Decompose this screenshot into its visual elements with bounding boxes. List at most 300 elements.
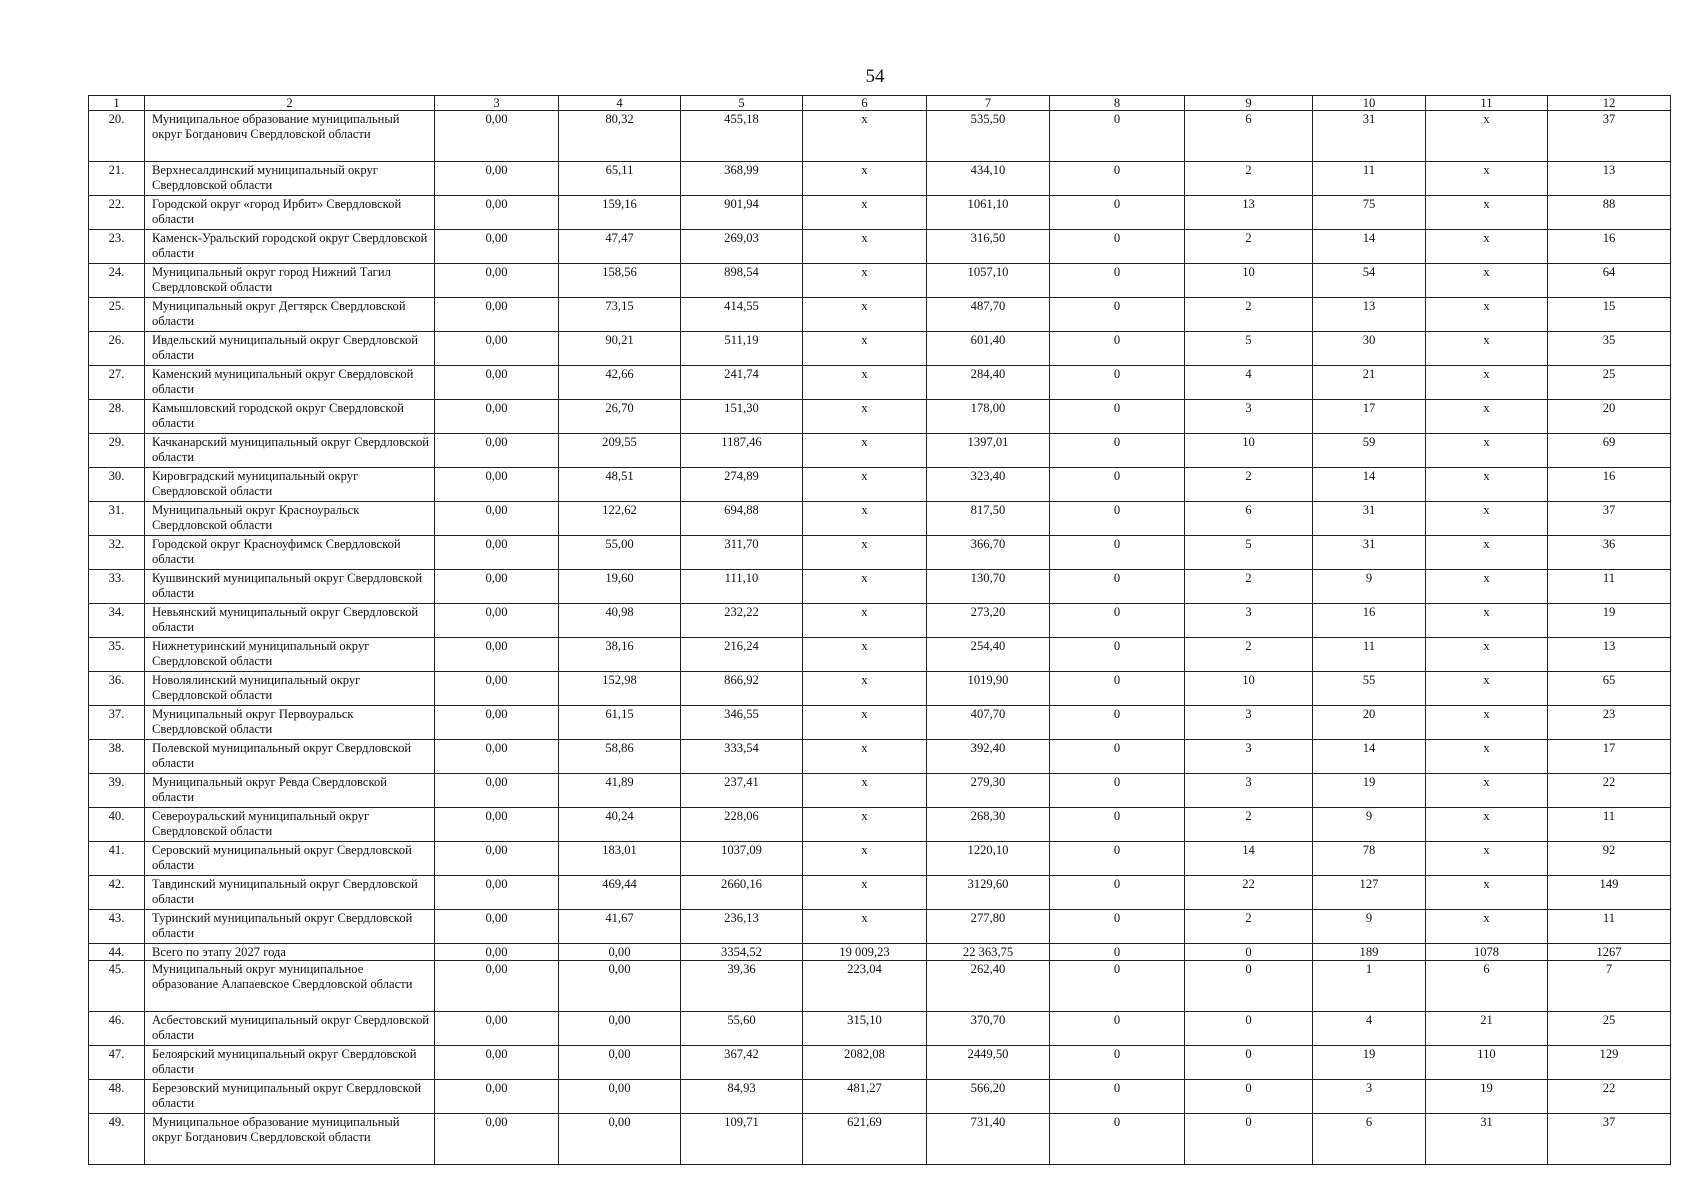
value-cell-col-9: 2 bbox=[1185, 570, 1313, 604]
value-cell-col-5: 866,92 bbox=[681, 672, 803, 706]
value-cell-col-5: 236,13 bbox=[681, 910, 803, 944]
table-body bbox=[89, 96, 1671, 1165]
value-cell-col-8: 0 bbox=[1050, 1046, 1185, 1080]
value-cell-col-6: х bbox=[803, 162, 927, 196]
row-number-cell: 38. bbox=[89, 740, 145, 774]
value-cell-col-3: 0,00 bbox=[435, 111, 559, 162]
municipality-name-cell: Кушвинский муниципальный округ Свердловской области bbox=[145, 570, 435, 604]
value-cell-col-4: 65,11 bbox=[559, 162, 681, 196]
table-row bbox=[89, 434, 1671, 468]
value-cell-col-4: 19,60 bbox=[559, 570, 681, 604]
value-cell-col-4: 469,44 bbox=[559, 876, 681, 910]
value-cell-col-3: 0,00 bbox=[435, 910, 559, 944]
value-cell-col-11: х bbox=[1426, 468, 1548, 502]
value-cell-col-6: х bbox=[803, 434, 927, 468]
value-cell-col-9: 3 bbox=[1185, 774, 1313, 808]
row-number-cell: 46. bbox=[89, 1012, 145, 1046]
row-number-cell: 31. bbox=[89, 502, 145, 536]
column-number-6: 6 bbox=[803, 96, 927, 111]
value-cell-col-4: 0,00 bbox=[559, 1046, 681, 1080]
municipality-name-cell: Муниципальный округ муниципальное образование Алапаевское Свердловской области bbox=[145, 961, 435, 1012]
value-cell-col-8: 0 bbox=[1050, 366, 1185, 400]
table-row bbox=[89, 366, 1671, 400]
value-cell-col-6: х bbox=[803, 876, 927, 910]
value-cell-col-11: х bbox=[1426, 706, 1548, 740]
value-cell-col-4: 158,56 bbox=[559, 264, 681, 298]
value-cell-col-7: 284,40 bbox=[927, 366, 1050, 400]
value-cell-col-9: 10 bbox=[1185, 672, 1313, 706]
row-number-cell: 35. bbox=[89, 638, 145, 672]
value-cell-col-6: х bbox=[803, 638, 927, 672]
value-cell-col-10: 20 bbox=[1313, 706, 1426, 740]
table-row bbox=[89, 842, 1671, 876]
value-cell-col-3: 0,00 bbox=[435, 162, 559, 196]
value-cell-col-5: 237,41 bbox=[681, 774, 803, 808]
row-number-cell: 44. bbox=[89, 944, 145, 961]
value-cell-col-6: 2082,08 bbox=[803, 1046, 927, 1080]
value-cell-col-8: 0 bbox=[1050, 706, 1185, 740]
column-number-9: 9 bbox=[1185, 96, 1313, 111]
value-cell-col-12: 37 bbox=[1548, 111, 1671, 162]
municipality-name-cell: Нижнетуринский муниципальный округ Свердловской области bbox=[145, 638, 435, 672]
value-cell-col-10: 78 bbox=[1313, 842, 1426, 876]
value-cell-col-6: х bbox=[803, 842, 927, 876]
value-cell-col-6: 315,10 bbox=[803, 1012, 927, 1046]
value-cell-col-11: х bbox=[1426, 876, 1548, 910]
value-cell-col-5: 311,70 bbox=[681, 536, 803, 570]
value-cell-col-5: 414,55 bbox=[681, 298, 803, 332]
table-row bbox=[89, 910, 1671, 944]
value-cell-col-9: 22 bbox=[1185, 876, 1313, 910]
value-cell-col-7: 817,50 bbox=[927, 502, 1050, 536]
value-cell-col-5: 3354,52 bbox=[681, 944, 803, 961]
value-cell-col-6: 481,27 bbox=[803, 1080, 927, 1114]
value-cell-col-5: 216,24 bbox=[681, 638, 803, 672]
value-cell-col-9: 2 bbox=[1185, 638, 1313, 672]
value-cell-col-7: 178,00 bbox=[927, 400, 1050, 434]
value-cell-col-6: х bbox=[803, 400, 927, 434]
value-cell-col-11: 1078 bbox=[1426, 944, 1548, 961]
municipality-name-cell: Белоярский муниципальный округ Свердловской области bbox=[145, 1046, 435, 1080]
table-row bbox=[89, 264, 1671, 298]
value-cell-col-8: 0 bbox=[1050, 570, 1185, 604]
value-cell-col-8: 0 bbox=[1050, 264, 1185, 298]
column-number-row bbox=[89, 96, 1671, 111]
value-cell-col-8: 0 bbox=[1050, 1114, 1185, 1165]
value-cell-col-10: 75 bbox=[1313, 196, 1426, 230]
value-cell-col-10: 11 bbox=[1313, 638, 1426, 672]
value-cell-col-3: 0,00 bbox=[435, 264, 559, 298]
table-row bbox=[89, 400, 1671, 434]
value-cell-col-3: 0,00 bbox=[435, 1114, 559, 1165]
value-cell-col-9: 10 bbox=[1185, 264, 1313, 298]
table-row bbox=[89, 230, 1671, 264]
row-number-cell: 43. bbox=[89, 910, 145, 944]
row-number-cell: 23. bbox=[89, 230, 145, 264]
value-cell-col-7: 254,40 bbox=[927, 638, 1050, 672]
table-row bbox=[89, 570, 1671, 604]
value-cell-col-3: 0,00 bbox=[435, 706, 559, 740]
value-cell-col-5: 2660,16 bbox=[681, 876, 803, 910]
municipality-name-cell: Серовский муниципальный округ Свердловской области bbox=[145, 842, 435, 876]
value-cell-col-9: 4 bbox=[1185, 366, 1313, 400]
value-cell-col-10: 31 bbox=[1313, 502, 1426, 536]
value-cell-col-3: 0,00 bbox=[435, 230, 559, 264]
value-cell-col-11: х bbox=[1426, 570, 1548, 604]
value-cell-col-9: 2 bbox=[1185, 230, 1313, 264]
value-cell-col-7: 366,70 bbox=[927, 536, 1050, 570]
municipality-name-cell: Городской округ Красноуфимск Свердловской области bbox=[145, 536, 435, 570]
value-cell-col-6: х bbox=[803, 502, 927, 536]
value-cell-col-5: 241,74 bbox=[681, 366, 803, 400]
value-cell-col-7: 535,50 bbox=[927, 111, 1050, 162]
value-cell-col-5: 455,18 bbox=[681, 111, 803, 162]
value-cell-col-7: 22 363,75 bbox=[927, 944, 1050, 961]
value-cell-col-9: 2 bbox=[1185, 162, 1313, 196]
value-cell-col-11: 21 bbox=[1426, 1012, 1548, 1046]
value-cell-col-5: 109,71 bbox=[681, 1114, 803, 1165]
value-cell-col-10: 14 bbox=[1313, 468, 1426, 502]
value-cell-col-7: 1019,90 bbox=[927, 672, 1050, 706]
value-cell-col-9: 2 bbox=[1185, 910, 1313, 944]
table-row bbox=[89, 808, 1671, 842]
table-row bbox=[89, 740, 1671, 774]
table-row bbox=[89, 162, 1671, 196]
value-cell-col-3: 0,00 bbox=[435, 604, 559, 638]
value-cell-col-8: 0 bbox=[1050, 1012, 1185, 1046]
value-cell-col-4: 47,47 bbox=[559, 230, 681, 264]
value-cell-col-12: 13 bbox=[1548, 638, 1671, 672]
value-cell-col-9: 0 bbox=[1185, 1080, 1313, 1114]
value-cell-col-8: 0 bbox=[1050, 111, 1185, 162]
value-cell-col-12: 25 bbox=[1548, 366, 1671, 400]
value-cell-col-4: 183,01 bbox=[559, 842, 681, 876]
value-cell-col-3: 0,00 bbox=[435, 808, 559, 842]
value-cell-col-9: 3 bbox=[1185, 604, 1313, 638]
value-cell-col-4: 0,00 bbox=[559, 1012, 681, 1046]
row-number-cell: 34. bbox=[89, 604, 145, 638]
row-number-cell: 21. bbox=[89, 162, 145, 196]
value-cell-col-4: 40,98 bbox=[559, 604, 681, 638]
column-number-7: 7 bbox=[927, 96, 1050, 111]
value-cell-col-10: 31 bbox=[1313, 536, 1426, 570]
value-cell-col-11: х bbox=[1426, 400, 1548, 434]
value-cell-col-5: 368,99 bbox=[681, 162, 803, 196]
table-row bbox=[89, 672, 1671, 706]
table-row bbox=[89, 298, 1671, 332]
value-cell-col-5: 39,36 bbox=[681, 961, 803, 1012]
value-cell-col-3: 0,00 bbox=[435, 774, 559, 808]
value-cell-col-10: 127 bbox=[1313, 876, 1426, 910]
value-cell-col-3: 0,00 bbox=[435, 1012, 559, 1046]
table-row bbox=[89, 468, 1671, 502]
value-cell-col-6: х bbox=[803, 774, 927, 808]
table-row bbox=[89, 536, 1671, 570]
value-cell-col-6: х bbox=[803, 230, 927, 264]
value-cell-col-7: 262,40 bbox=[927, 961, 1050, 1012]
municipality-name-cell: Туринский муниципальный округ Свердловской области bbox=[145, 910, 435, 944]
value-cell-col-11: х bbox=[1426, 910, 1548, 944]
value-cell-col-4: 41,67 bbox=[559, 910, 681, 944]
value-cell-col-11: х bbox=[1426, 536, 1548, 570]
value-cell-col-12: 35 bbox=[1548, 332, 1671, 366]
municipality-name-cell: Городской округ «город Ирбит» Свердловской области bbox=[145, 196, 435, 230]
value-cell-col-12: 15 bbox=[1548, 298, 1671, 332]
municipality-name-cell: Каменский муниципальный округ Свердловской области bbox=[145, 366, 435, 400]
value-cell-col-11: х bbox=[1426, 740, 1548, 774]
value-cell-col-9: 0 bbox=[1185, 1114, 1313, 1165]
row-number-cell: 25. bbox=[89, 298, 145, 332]
value-cell-col-4: 0,00 bbox=[559, 961, 681, 1012]
value-cell-col-11: х bbox=[1426, 332, 1548, 366]
value-cell-col-7: 277,80 bbox=[927, 910, 1050, 944]
value-cell-col-7: 273,20 bbox=[927, 604, 1050, 638]
value-cell-col-9: 6 bbox=[1185, 111, 1313, 162]
value-cell-col-7: 487,70 bbox=[927, 298, 1050, 332]
value-cell-col-7: 2449,50 bbox=[927, 1046, 1050, 1080]
value-cell-col-5: 511,19 bbox=[681, 332, 803, 366]
row-number-cell: 42. bbox=[89, 876, 145, 910]
value-cell-col-8: 0 bbox=[1050, 740, 1185, 774]
municipality-name-cell: Кировградский муниципальный округ Свердловской области bbox=[145, 468, 435, 502]
value-cell-col-11: 110 bbox=[1426, 1046, 1548, 1080]
value-cell-col-3: 0,00 bbox=[435, 366, 559, 400]
value-cell-col-4: 209,55 bbox=[559, 434, 681, 468]
value-cell-col-5: 228,06 bbox=[681, 808, 803, 842]
value-cell-col-5: 333,54 bbox=[681, 740, 803, 774]
column-number-5: 5 bbox=[681, 96, 803, 111]
row-number-cell: 22. bbox=[89, 196, 145, 230]
value-cell-col-3: 0,00 bbox=[435, 1046, 559, 1080]
municipality-name-cell: Камышловский городской округ Свердловской области bbox=[145, 400, 435, 434]
value-cell-col-3: 0,00 bbox=[435, 672, 559, 706]
value-cell-col-8: 0 bbox=[1050, 604, 1185, 638]
value-cell-col-4: 0,00 bbox=[559, 1114, 681, 1165]
value-cell-col-8: 0 bbox=[1050, 332, 1185, 366]
municipality-name-cell: Всего по этапу 2027 года bbox=[145, 944, 435, 961]
value-cell-col-5: 367,42 bbox=[681, 1046, 803, 1080]
value-cell-col-10: 14 bbox=[1313, 230, 1426, 264]
value-cell-col-4: 152,98 bbox=[559, 672, 681, 706]
value-cell-col-3: 0,00 bbox=[435, 536, 559, 570]
value-cell-col-3: 0,00 bbox=[435, 298, 559, 332]
value-cell-col-10: 14 bbox=[1313, 740, 1426, 774]
value-cell-col-11: х bbox=[1426, 604, 1548, 638]
table-row bbox=[89, 1114, 1671, 1165]
value-cell-col-12: 36 bbox=[1548, 536, 1671, 570]
row-number-cell: 41. bbox=[89, 842, 145, 876]
value-cell-col-8: 0 bbox=[1050, 944, 1185, 961]
value-cell-col-8: 0 bbox=[1050, 876, 1185, 910]
value-cell-col-3: 0,00 bbox=[435, 1080, 559, 1114]
value-cell-col-5: 269,03 bbox=[681, 230, 803, 264]
municipality-name-cell: Муниципальный округ Первоуральск Свердловской области bbox=[145, 706, 435, 740]
value-cell-col-7: 1220,10 bbox=[927, 842, 1050, 876]
value-cell-col-8: 0 bbox=[1050, 638, 1185, 672]
value-cell-col-8: 0 bbox=[1050, 536, 1185, 570]
municipality-name-cell: Североуральский муниципальный округ Свердловской области bbox=[145, 808, 435, 842]
row-number-cell: 27. bbox=[89, 366, 145, 400]
value-cell-col-12: 23 bbox=[1548, 706, 1671, 740]
value-cell-col-4: 41,89 bbox=[559, 774, 681, 808]
value-cell-col-7: 3129,60 bbox=[927, 876, 1050, 910]
table-row bbox=[89, 1046, 1671, 1080]
row-number-cell: 37. bbox=[89, 706, 145, 740]
value-cell-col-5: 901,94 bbox=[681, 196, 803, 230]
value-cell-col-4: 122,62 bbox=[559, 502, 681, 536]
value-cell-col-12: 1267 bbox=[1548, 944, 1671, 961]
value-cell-col-11: х bbox=[1426, 774, 1548, 808]
table-row bbox=[89, 706, 1671, 740]
value-cell-col-3: 0,00 bbox=[435, 468, 559, 502]
table-row bbox=[89, 961, 1671, 1012]
value-cell-col-5: 232,22 bbox=[681, 604, 803, 638]
value-cell-col-12: 13 bbox=[1548, 162, 1671, 196]
value-cell-col-9: 0 bbox=[1185, 961, 1313, 1012]
value-cell-col-10: 30 bbox=[1313, 332, 1426, 366]
value-cell-col-9: 2 bbox=[1185, 298, 1313, 332]
column-number-11: 11 bbox=[1426, 96, 1548, 111]
value-cell-col-11: х bbox=[1426, 366, 1548, 400]
value-cell-col-6: х bbox=[803, 808, 927, 842]
value-cell-col-9: 13 bbox=[1185, 196, 1313, 230]
value-cell-col-12: 19 bbox=[1548, 604, 1671, 638]
value-cell-col-7: 268,30 bbox=[927, 808, 1050, 842]
value-cell-col-4: 55,00 bbox=[559, 536, 681, 570]
value-cell-col-4: 80,32 bbox=[559, 111, 681, 162]
value-cell-col-9: 0 bbox=[1185, 944, 1313, 961]
value-cell-col-11: х bbox=[1426, 162, 1548, 196]
value-cell-col-7: 566,20 bbox=[927, 1080, 1050, 1114]
value-cell-col-4: 42,66 bbox=[559, 366, 681, 400]
value-cell-col-4: 38,16 bbox=[559, 638, 681, 672]
table-row bbox=[89, 111, 1671, 162]
municipality-name-cell: Качканарский муниципальный округ Свердловской области bbox=[145, 434, 435, 468]
table-row bbox=[89, 332, 1671, 366]
value-cell-col-6: х bbox=[803, 332, 927, 366]
value-cell-col-7: 279,30 bbox=[927, 774, 1050, 808]
value-cell-col-9: 6 bbox=[1185, 502, 1313, 536]
value-cell-col-8: 0 bbox=[1050, 672, 1185, 706]
value-cell-col-10: 54 bbox=[1313, 264, 1426, 298]
column-number-3: 3 bbox=[435, 96, 559, 111]
table-row bbox=[89, 638, 1671, 672]
value-cell-col-12: 11 bbox=[1548, 570, 1671, 604]
value-cell-col-12: 22 bbox=[1548, 1080, 1671, 1114]
value-cell-col-9: 0 bbox=[1185, 1012, 1313, 1046]
value-cell-col-8: 0 bbox=[1050, 400, 1185, 434]
value-cell-col-6: х bbox=[803, 706, 927, 740]
value-cell-col-4: 48,51 bbox=[559, 468, 681, 502]
value-cell-col-4: 90,21 bbox=[559, 332, 681, 366]
municipality-name-cell: Верхнесалдинский муниципальный округ Свердловской области bbox=[145, 162, 435, 196]
value-cell-col-5: 274,89 bbox=[681, 468, 803, 502]
value-cell-col-11: 19 bbox=[1426, 1080, 1548, 1114]
value-cell-col-9: 3 bbox=[1185, 400, 1313, 434]
value-cell-col-12: 11 bbox=[1548, 910, 1671, 944]
value-cell-col-8: 0 bbox=[1050, 468, 1185, 502]
row-number-cell: 49. bbox=[89, 1114, 145, 1165]
value-cell-col-6: х bbox=[803, 196, 927, 230]
municipality-name-cell: Муниципальный округ Красноуральск Свердловской области bbox=[145, 502, 435, 536]
value-cell-col-5: 1187,46 bbox=[681, 434, 803, 468]
value-cell-col-7: 601,40 bbox=[927, 332, 1050, 366]
municipality-name-cell: Ивдельский муниципальный округ Свердловской области bbox=[145, 332, 435, 366]
value-cell-col-11: х bbox=[1426, 196, 1548, 230]
value-cell-col-7: 370,70 bbox=[927, 1012, 1050, 1046]
value-cell-col-7: 316,50 bbox=[927, 230, 1050, 264]
value-cell-col-11: х bbox=[1426, 264, 1548, 298]
value-cell-col-12: 20 bbox=[1548, 400, 1671, 434]
value-cell-col-4: 26,70 bbox=[559, 400, 681, 434]
data-table bbox=[88, 95, 1671, 1165]
row-number-cell: 47. bbox=[89, 1046, 145, 1080]
municipality-name-cell: Новолялинский муниципальный округ Свердловской области bbox=[145, 672, 435, 706]
row-number-cell: 39. bbox=[89, 774, 145, 808]
municipality-name-cell: Невьянский муниципальный округ Свердловской области bbox=[145, 604, 435, 638]
value-cell-col-10: 16 bbox=[1313, 604, 1426, 638]
table-row bbox=[89, 1012, 1671, 1046]
value-cell-col-12: 25 bbox=[1548, 1012, 1671, 1046]
value-cell-col-9: 14 bbox=[1185, 842, 1313, 876]
value-cell-col-12: 37 bbox=[1548, 1114, 1671, 1165]
value-cell-col-9: 2 bbox=[1185, 808, 1313, 842]
value-cell-col-6: х bbox=[803, 264, 927, 298]
value-cell-col-7: 407,70 bbox=[927, 706, 1050, 740]
value-cell-col-7: 130,70 bbox=[927, 570, 1050, 604]
value-cell-col-6: 621,69 bbox=[803, 1114, 927, 1165]
value-cell-col-12: 17 bbox=[1548, 740, 1671, 774]
value-cell-col-11: х bbox=[1426, 111, 1548, 162]
table-row bbox=[89, 774, 1671, 808]
value-cell-col-6: 223,04 bbox=[803, 961, 927, 1012]
value-cell-col-5: 111,10 bbox=[681, 570, 803, 604]
municipality-name-cell: Березовский муниципальный округ Свердловской области bbox=[145, 1080, 435, 1114]
value-cell-col-3: 0,00 bbox=[435, 196, 559, 230]
page-number: 54 bbox=[865, 66, 885, 87]
value-cell-col-8: 0 bbox=[1050, 298, 1185, 332]
value-cell-col-5: 346,55 bbox=[681, 706, 803, 740]
value-cell-col-6: х bbox=[803, 111, 927, 162]
value-cell-col-6: х bbox=[803, 910, 927, 944]
column-number-8: 8 bbox=[1050, 96, 1185, 111]
value-cell-col-4: 73,15 bbox=[559, 298, 681, 332]
municipality-name-cell: Муниципальное образование муниципальный округ Богданович Свердловской области bbox=[145, 1114, 435, 1165]
municipality-name-cell: Полевской муниципальный округ Свердловской области bbox=[145, 740, 435, 774]
value-cell-col-12: 129 bbox=[1548, 1046, 1671, 1080]
value-cell-col-3: 0,00 bbox=[435, 842, 559, 876]
value-cell-col-5: 151,30 bbox=[681, 400, 803, 434]
value-cell-col-7: 323,40 bbox=[927, 468, 1050, 502]
value-cell-col-5: 694,88 bbox=[681, 502, 803, 536]
value-cell-col-8: 0 bbox=[1050, 434, 1185, 468]
value-cell-col-8: 0 bbox=[1050, 842, 1185, 876]
value-cell-col-3: 0,00 bbox=[435, 944, 559, 961]
value-cell-col-6: х bbox=[803, 740, 927, 774]
value-cell-col-11: х bbox=[1426, 298, 1548, 332]
value-cell-col-3: 0,00 bbox=[435, 876, 559, 910]
value-cell-col-10: 21 bbox=[1313, 366, 1426, 400]
value-cell-col-9: 0 bbox=[1185, 1046, 1313, 1080]
municipality-name-cell: Муниципальный округ город Нижний Тагил Свердловской области bbox=[145, 264, 435, 298]
row-number-cell: 30. bbox=[89, 468, 145, 502]
municipality-name-cell: Муниципальный округ Ревда Свердловской области bbox=[145, 774, 435, 808]
value-cell-col-4: 0,00 bbox=[559, 1080, 681, 1114]
value-cell-col-12: 88 bbox=[1548, 196, 1671, 230]
value-cell-col-9: 3 bbox=[1185, 706, 1313, 740]
row-number-cell: 24. bbox=[89, 264, 145, 298]
value-cell-col-4: 40,24 bbox=[559, 808, 681, 842]
